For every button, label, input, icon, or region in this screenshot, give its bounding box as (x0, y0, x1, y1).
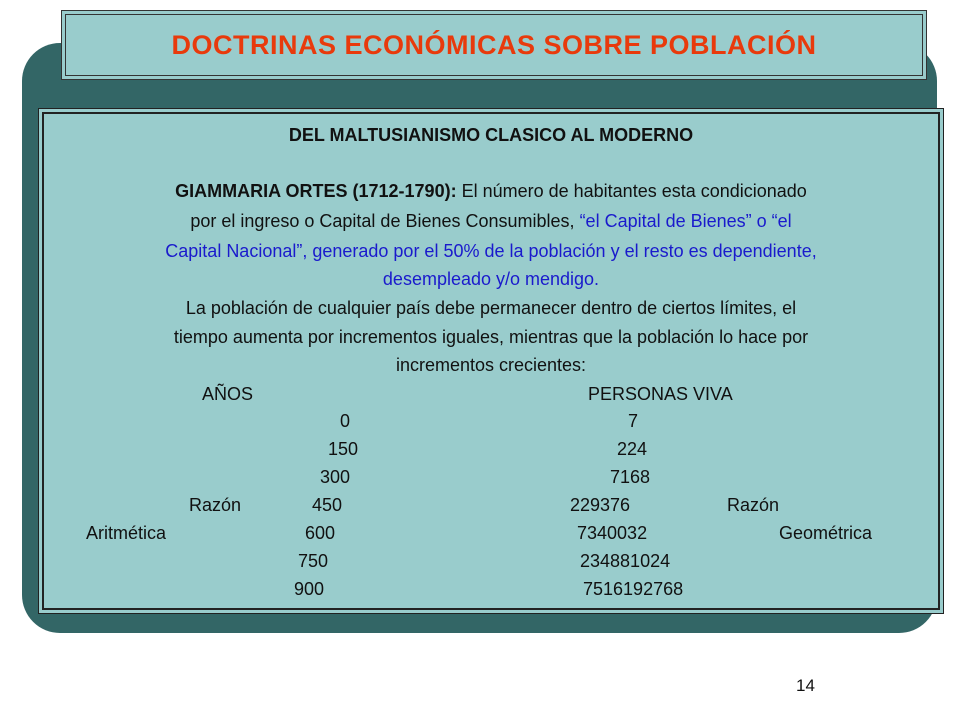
title-box (61, 10, 927, 80)
people-value: 229376 (570, 495, 631, 515)
paragraph1-line1 (44, 181, 938, 202)
paragraph1-line2-text: por el ingreso o Capital de Bienes Consumibles, (190, 211, 575, 231)
people-value: 7516192768 (583, 579, 684, 599)
people-value: 7340032 (577, 523, 648, 543)
content-inner-border (42, 112, 940, 610)
people-value: 7168 (610, 467, 651, 487)
geometric-label-2: Geométrica (779, 523, 873, 543)
year-value: 600 (305, 523, 336, 543)
paragraph1-line2 (44, 211, 938, 232)
year-value: 150 (328, 439, 359, 459)
paragraph2-line2: tiempo aumenta por incrementos iguales, mientras que la población lo hace por (173, 327, 809, 347)
title-inner-border (65, 14, 923, 76)
paragraph1-line3: Capital Nacional”, generado por el 50% de la población y el resto es dependiente, (165, 241, 817, 261)
page-number: 14 (796, 676, 815, 695)
paragraph2-line1: La población de cualquier país debe permanecer dentro de ciertos límites, el (185, 298, 797, 318)
people-value: 7 (628, 411, 639, 431)
year-value: 750 (298, 551, 329, 571)
section-heading: DEL MALTUSIANISMO CLASICO AL MODERNO (288, 125, 694, 145)
people-value: 224 (617, 439, 648, 459)
year-value: 900 (294, 579, 325, 599)
author-name: GIAMMARIA ORTES (1712-1790): (175, 181, 457, 201)
year-value: 450 (312, 495, 343, 515)
content-box (38, 108, 944, 614)
arithmetic-label-2: Aritmética (86, 523, 167, 543)
paragraph1-line4: desempleado y/o mendigo. (382, 269, 600, 289)
slide-title: DOCTRINAS ECONÓMICAS SOBRE POBLACIÓN (171, 29, 817, 60)
header-years: AÑOS (202, 384, 254, 404)
arithmetic-label-1: Razón (189, 495, 242, 515)
header-people: PERSONAS VIVA (588, 384, 733, 404)
geometric-label-1: Razón (727, 495, 780, 515)
year-value: 0 (340, 411, 351, 431)
people-value: 234881024 (580, 551, 671, 571)
year-value: 300 (320, 467, 351, 487)
paragraph1-line2-quote: “el Capital de Bienes” o “el (579, 211, 792, 231)
paragraph1-line1-text: El número de habitantes esta condicionado (461, 181, 807, 201)
paragraph2-line3: incrementos crecientes: (395, 355, 587, 375)
